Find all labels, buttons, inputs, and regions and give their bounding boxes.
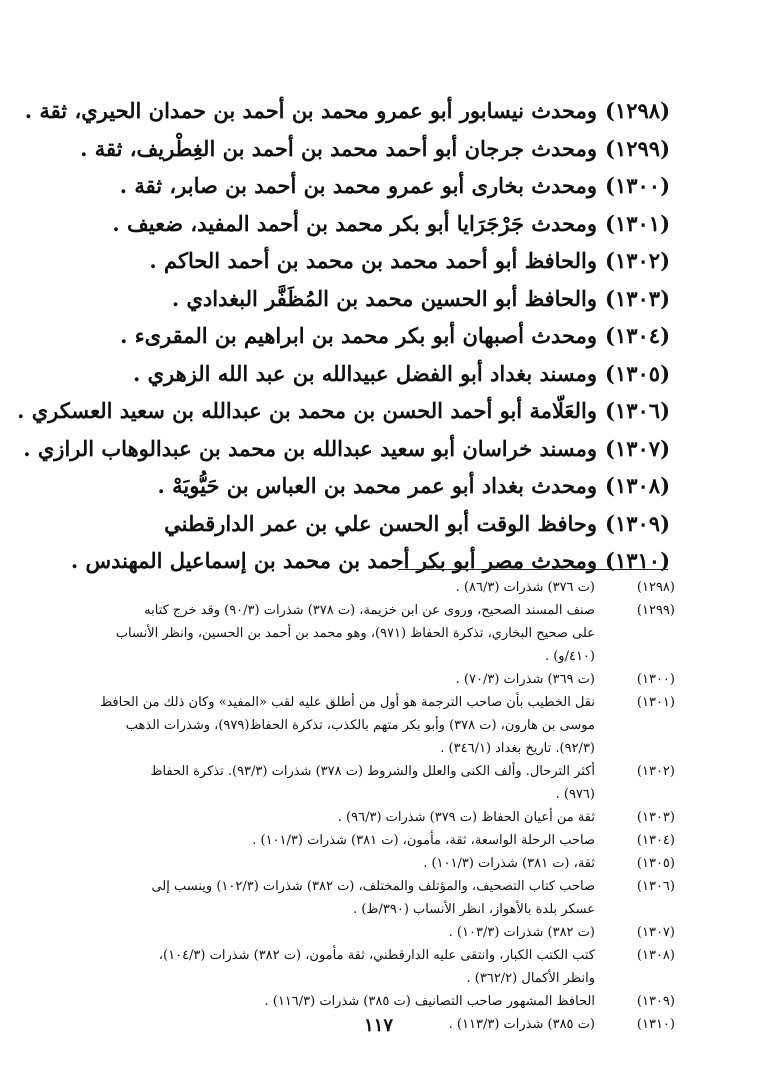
footnote-text [95, 990, 595, 1013]
entry-text: ومحدث جَرْجَرَايا أبو بكر محمد بن أحمد المفيد، ضعيف . [112, 210, 597, 236]
footnote-number: (١٣٠٧) [636, 925, 675, 940]
footnote-line: (ت ٣٧٦) شذرات (٨٦/٣) . [455, 580, 595, 595]
entry-number: (١٣٠٤) [605, 323, 670, 348]
footnote-text [95, 875, 595, 921]
footnote-line: نقل الخطيب بأن صاحب الترجمة هو أول من أطلق عليه لقب «المفيد» وكان ذلك من الحافظ [100, 695, 595, 710]
footnote-number: (١٣٠٠) [636, 672, 675, 687]
footnote [95, 760, 675, 806]
entry-number: (١٢٩٨) [605, 98, 670, 123]
entry-text: ومحدث جرجان أبو أحمد محمد بن أحمد بن الغِطْريف، ثقة . [80, 135, 597, 161]
footnote [95, 668, 675, 691]
footnote-line: (ت ٣٦٩) شذرات (٧٠/٣) . [455, 672, 595, 687]
entry-text: ومحدث نيسابور أبو عمرو محمد بن أحمد بن حمدان الحيري، ثقة . [24, 98, 597, 123]
footnote [95, 599, 675, 668]
footnote-line: على صحيح البخاري، تذكرة الحفاظ (٩٧١)، وهو محمد بن أحمد بن الحسين، وانظر الأنساب [115, 626, 595, 641]
footnote-line: ثقة من أعيان الحفاظ (ت ٣٧٩) شذرات (٩٦/٣) . [337, 810, 595, 825]
footnote-number: (١٢٩٨) [636, 580, 675, 595]
footnote-line: عسكر بلدة بالأهواز، انظر الأنساب (٣٩٠/ظ) . [353, 902, 595, 917]
footnote-line: موسى بن هارون، (ت ٣٧٨) وأبو بكر متهم بالكذب، تذكرة الحفاظ(٩٧٩)، وشذرات الذهب [125, 718, 595, 733]
footnote-line: صاحب كتاب التصحيف، والمؤتلف والمختلف، (ت ٣٨٢) شذرات (١٠٢/٣) وينسب إلى [151, 879, 595, 894]
footnote-number: (١٣٠٩) [636, 994, 675, 1009]
entry-number: (١٣٠٦) [605, 398, 670, 423]
footnote-divider [398, 569, 668, 570]
entry-number: (١٣٠٨) [605, 473, 670, 498]
entry-line [90, 505, 670, 543]
footnote-line: (ت ٣٨٥) شذرات (١١٣/٣) . [448, 1017, 595, 1032]
footnote-line: (ت ٣٨٢) شذرات (١٠٣/٣) . [448, 925, 595, 940]
footnote-text [95, 760, 595, 806]
entry-text: ومحدث مصر أبو بكر أحمد بن محمد بن إسماعيل المهندس . [70, 548, 597, 573]
entry-number: (١٣٠٢) [605, 248, 670, 273]
entry-line [90, 355, 670, 393]
footnote-line: كتب الكتب الكبار، وانتقى عليه الدارقطني، ثقة مأمون، (ت ٣٨٢) شذرات (١٠٤/٣)، [158, 948, 595, 963]
entry-number: (١٣٠٠) [605, 173, 670, 198]
footnote-text [95, 829, 595, 852]
entry-line [17, 392, 670, 430]
entry-text: ومحدث بخارى أبو عمرو محمد بن أحمد بن صابر، ثقة . [119, 173, 597, 198]
entry-text: والحافظ أبو أحمد محمد بن محمد بن أحمد الحاكم . [149, 248, 597, 273]
footnote [95, 691, 675, 760]
entry-number: (١٣١٠) [605, 548, 670, 573]
entry-line [90, 242, 670, 280]
footnotes [95, 576, 675, 1036]
footnote-line: (٩٧٦) . [555, 787, 595, 802]
footnote [95, 990, 675, 1013]
footnote-number: (١٣٠١) [636, 695, 675, 710]
entry-text: ومحدث بغداد أبو عمر محمد بن العباس بن حَيُّويَهْ . [157, 473, 597, 498]
footnote-number: (١٣٠٤) [636, 833, 675, 848]
footnote-number: (١٣٠٦) [636, 879, 675, 894]
footnote [95, 576, 675, 599]
footnote-text [95, 576, 595, 599]
footnote [95, 875, 675, 921]
footnote-text [95, 806, 595, 829]
entry-number: (١٣٠٣) [605, 285, 670, 311]
entry-line [80, 130, 670, 168]
entry-line [70, 542, 670, 580]
footnote-line: (٩٢/٣). تاريخ بغداد (٣٤٦/١) . [440, 741, 595, 756]
footnote-line: صاحب الرحلة الواسعة، ثقة، مأمون، (ت ٣٨١) شذرات (١٠١/٣) . [252, 833, 595, 848]
footnote-number: (١٣١٠) [636, 1017, 675, 1032]
entry-text: ومحدث أصبهان أبو بكر محمد بن ابراهيم بن المقرىء . [120, 323, 597, 348]
entry-text: والحافظ أبو الحسين محمد بن المُظَفَّر البغدادي . [171, 285, 597, 311]
footnote [95, 944, 675, 990]
footnote-number: (١٣٠٨) [636, 948, 675, 963]
footnote-number: (١٢٩٩) [636, 603, 675, 618]
footnote [95, 829, 675, 852]
entry-text: والعَلّامة أبو أحمد الحسن بن محمد بن عبدالله بن سعيد العسكري . [17, 398, 597, 423]
footnote-line: (٤١٠/و) . [544, 649, 595, 664]
footnote-text [95, 691, 595, 760]
entry-number: (١٣٠٧) [605, 435, 670, 461]
footnote-text [95, 599, 595, 668]
entry-number: (١٣٠١) [605, 210, 670, 236]
footnote-number: (١٣٠٢) [636, 764, 675, 779]
footnote-line: وانظر الأكمال (٣٦٢/٢) . [466, 971, 595, 986]
footnote-line: ثقة، (ت ٣٨١) شذرات (١٠١/٣) . [423, 856, 595, 871]
entry-number: (١٣٠٩) [605, 510, 670, 536]
footnote [95, 921, 675, 944]
footnote-text [95, 921, 595, 944]
entry-line [90, 205, 670, 243]
entry-number: (١٣٠٥) [605, 360, 670, 386]
footnote-line: صنف المسند الصحيح، وروى عن ابن خزيمة، (ت ٣٧٨) شذرات (٩٠/٣) وقد خرج كتابه [144, 603, 595, 618]
entry-line [90, 280, 670, 318]
entry-text: وحافظ الوقت أبو الحسن علي بن عمر الدارقطني [164, 510, 597, 536]
entry-number: (١٢٩٩) [605, 135, 670, 161]
footnote [95, 852, 675, 875]
footnote [95, 806, 675, 829]
footnote-text [95, 852, 595, 875]
footnote-text [95, 944, 595, 990]
entry-text: ومسند بغداد أبو الفضل عبيدالله بن عبد الله الزهري . [132, 360, 597, 386]
main-text [17, 92, 670, 580]
footnote-number: (١٣٠٥) [636, 856, 675, 871]
entry-line [90, 317, 670, 355]
footnote-line: أكثر الترحال. وألف الكنى والعلل والشروط (ت ٣٧٨) شذرات (٩٣/٣). تذكرة الحفاظ [150, 764, 595, 779]
entry-line [90, 167, 670, 205]
footnote-text [95, 668, 595, 691]
page-number: ١١٧ [363, 1015, 393, 1036]
entry-text: ومسند خراسان أبو سعيد عبدالله بن محمد بن عبدالوهاب الرازي . [23, 435, 597, 461]
entry-line [23, 430, 670, 468]
footnote-number: (١٣٠٣) [636, 810, 675, 825]
entry-line [24, 92, 670, 130]
footnote-line: الحافظ المشهور صاحب التصانيف (ت ٣٨٥) شذرات (١١٦/٣) . [264, 994, 595, 1009]
entry-line [90, 467, 670, 505]
